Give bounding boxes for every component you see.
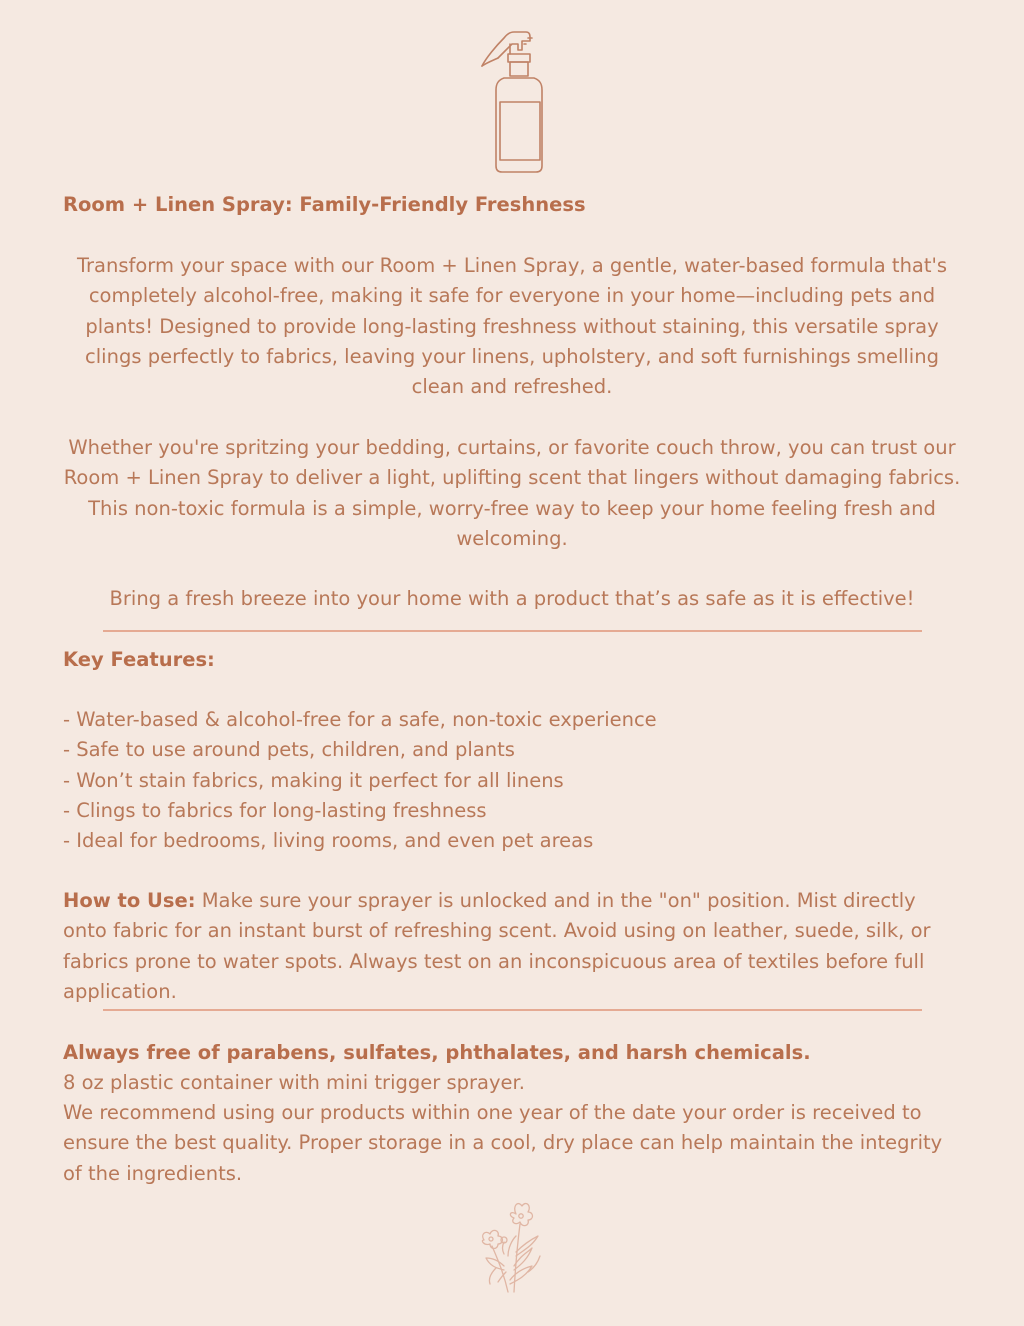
feature-item: - Clings to fabrics for long-lasting freshness — [63, 798, 487, 822]
intro-paragraph-1: Transform your space with our Room + Linen Spray, a gentle, water-based formula that's completely alcohol-free, making it safe for everyone in your home—including pets and plants! Designed to provide long-lasting freshness without staining, this versatile spray clings perfectly to fabrics, leaving your linens, upholstery, and soft furnishings smelling clean and refreshed. — [76, 254, 948, 399]
divider-bottom — [103, 1009, 922, 1011]
feature-item: - Ideal for bedrooms, living rooms, and even pet areas — [63, 829, 594, 853]
always-free-statement: Always free of parabens, sulfates, phthalates, and harsh chemicals. — [63, 1041, 811, 1064]
key-features-heading: Key Features: — [63, 648, 215, 671]
feature-item: - Safe to use around pets, children, and plants — [63, 738, 515, 762]
feature-item: - Won’t stain fabrics, making it perfect for all linens — [63, 768, 564, 792]
how-to-use-section — [63, 886, 963, 1007]
how-to-use-label: How to Use: — [63, 889, 196, 912]
divider-top — [103, 630, 922, 632]
how-to-use-text: Make sure your sprayer is unlocked and in the "on" position. Mist directly onto fabric for an instant burst of refreshing scent. Avoid using on leather, suede, silk, or fabrics prone to water spots. Always test on an inconspicuous area of textiles before full application. — [63, 889, 931, 1003]
key-features-list — [63, 705, 657, 856]
page-title: Room + Linen Spray: Family-Friendly Freshness — [63, 193, 586, 216]
spray-bottle-icon — [474, 20, 554, 175]
container-note: 8 oz plastic container with mini trigger sprayer. — [63, 1071, 525, 1094]
flower-icon — [468, 1196, 554, 1296]
feature-item: - Water-based & alcohol-free for a safe, non-toxic experience — [63, 708, 657, 731]
intro-paragraph-3: Bring a fresh breeze into your home with a product that’s as safe as it is effective! — [109, 587, 915, 610]
intro-paragraph-2: Whether you're spritzing your bedding, curtains, or favorite couch throw, you can trust our Room + Linen Spray to deliver a light, uplifting scent that lingers without damaging fabrics. This non-toxic formula is a simple, worry-free way to keep your home feeling fresh and welcoming. — [63, 436, 961, 550]
recommendation-note: We recommend using our products within one year of the date your order is received to ensure the best quality. Proper storage in a cool, dry place can help maintain the integrity of the ingredients. — [63, 1101, 943, 1185]
